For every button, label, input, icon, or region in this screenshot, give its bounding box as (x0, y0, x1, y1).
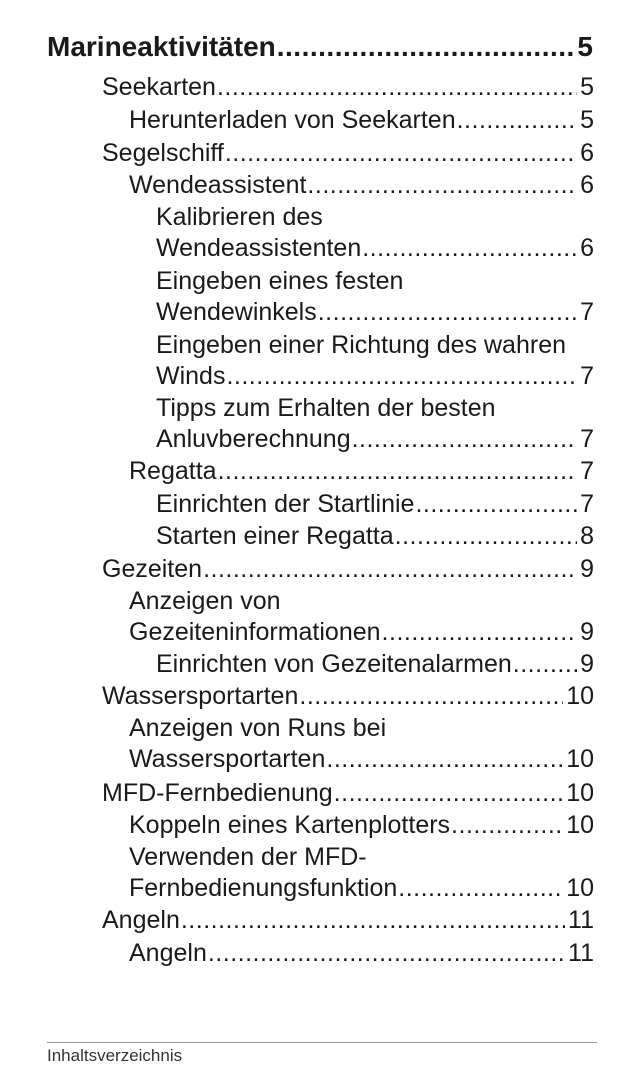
toc-entry-eingeben-eines-festen-wendewinkels[interactable] (156, 266, 594, 328)
toc-entry-page: 11 (568, 906, 594, 934)
toc-entry-title: Angeln (102, 906, 180, 934)
dot-leader (226, 361, 577, 392)
toc-entry-gezeiten[interactable] (102, 554, 594, 585)
footer-divider (47, 1042, 597, 1043)
toc-entry-title: Einrichten der Startlinie (156, 490, 415, 518)
toc-entry-title-line1: Anzeigen von Runs bei (129, 714, 387, 742)
toc-entry-title: Koppeln eines Kartenplotters (129, 811, 451, 839)
toc-entry-angeln[interactable] (102, 905, 594, 936)
toc-entry-tipps-anluvberechnung[interactable] (156, 393, 594, 455)
toc-entry-page: 11 (568, 939, 594, 967)
toc-entry-page: 10 (566, 779, 594, 807)
dot-leader (218, 456, 578, 487)
dot-leader (307, 170, 577, 201)
toc-entry-title-line1: Kalibrieren des (156, 203, 323, 231)
toc-entry-koppeln-eines-kartenplotters[interactable] (129, 810, 594, 841)
toc-entry-page: 6 (580, 234, 594, 262)
toc-entry-page: 10 (566, 745, 594, 773)
toc-entry-page: 5 (577, 31, 593, 62)
toc-entry-eingeben-einer-richtung-des-wahren-winds[interactable] (156, 330, 594, 392)
toc-entry-page: 5 (580, 106, 594, 134)
toc-entry-herunterladen-von-seekarten[interactable] (129, 105, 594, 136)
toc-entry-mfd-fernbedienung[interactable] (102, 778, 594, 809)
toc-entry-verwenden-der-mfd-fernbedienungsfunktion[interactable] (129, 842, 594, 904)
dot-leader (395, 521, 577, 552)
toc-entry-starten-einer-regatta[interactable] (156, 521, 594, 552)
toc-entry-page: 5 (580, 73, 594, 101)
toc-entry-title-line1: Eingeben einer Richtung des wahren (156, 331, 566, 359)
toc-entry-page: 9 (580, 618, 594, 646)
toc-entry-anzeigen-von-gezeiteninformationen[interactable] (129, 586, 594, 648)
dot-leader (181, 905, 565, 936)
toc-entry-title: Herunterladen von Seekarten (129, 106, 456, 134)
dot-leader (513, 649, 577, 680)
toc-entry-title: Anluvberechnung (156, 425, 351, 453)
dot-leader (203, 554, 577, 585)
toc-entry-title: Segelschiff (102, 139, 224, 167)
toc-entry-title-line1: Anzeigen von (129, 587, 281, 615)
dot-leader (318, 297, 577, 328)
toc-entry-title: MFD-Fernbedienung (102, 779, 333, 807)
toc-entry-page: 9 (580, 555, 594, 583)
toc-entry-title: Einrichten von Gezeitenalarmen (156, 650, 512, 678)
toc-entry-title: Angeln (129, 939, 207, 967)
dot-leader (217, 72, 577, 103)
toc-entry-wendeassistent[interactable] (129, 170, 594, 201)
toc-entry-page: 10 (566, 682, 594, 710)
dot-leader (277, 30, 575, 64)
toc-entry-title: Marineaktivitäten (47, 31, 276, 62)
toc-entry-kalibrieren-des-wendeassistenten[interactable] (156, 202, 594, 264)
toc-entry-title: Wendeassistenten (156, 234, 362, 262)
toc-entry-anzeigen-von-runs[interactable] (129, 713, 594, 775)
footer-section-label: Inhaltsverzeichnis (47, 1046, 183, 1065)
toc-entry-page: 7 (580, 457, 594, 485)
toc-entry-einrichten-der-startlinie[interactable] (156, 489, 594, 520)
toc-entry-page: 7 (580, 362, 594, 390)
toc-entry-page: 10 (566, 874, 594, 902)
toc-entry-title: Starten einer Regatta (156, 522, 394, 550)
toc-entry-title: Seekarten (102, 73, 216, 101)
dot-leader (208, 938, 565, 969)
toc-entry-title-line1: Tipps zum Erhalten der besten (156, 394, 496, 422)
toc-entry-title: Wendewinkels (156, 298, 317, 326)
toc-entry-title: Wassersportarten (129, 745, 326, 773)
toc-entry-title: Wassersportarten (102, 682, 299, 710)
toc-entry-page: 6 (580, 139, 594, 167)
toc-entry-page: 7 (580, 298, 594, 326)
dot-leader (382, 617, 578, 648)
toc-entry-page: 9 (580, 650, 594, 678)
dot-leader (326, 744, 563, 775)
dot-leader (451, 810, 563, 841)
toc-entry-title: Gezeiteninformationen (129, 618, 381, 646)
toc-entry-page: 7 (580, 490, 594, 518)
toc-entry-einrichten-von-gezeitenalarmen[interactable] (156, 649, 594, 680)
dot-leader (334, 778, 564, 809)
toc-entry-seekarten[interactable] (102, 72, 594, 103)
toc-entry-wassersportarten[interactable] (102, 681, 594, 712)
toc-entry-title-line1: Eingeben eines festen (156, 267, 404, 295)
toc-chapter-marineaktivitaeten[interactable] (47, 30, 593, 64)
toc-entry-title-line1: Verwenden der MFD- (129, 843, 367, 871)
toc-entry-title: Wendeassistent (129, 171, 307, 199)
toc-entry-page: 7 (580, 425, 594, 453)
dot-leader (362, 233, 577, 264)
toc-entry-angeln-sub[interactable] (129, 938, 594, 969)
toc-entry-page: 6 (580, 171, 594, 199)
toc-entry-title: Regatta (129, 457, 217, 485)
toc-entry-page: 10 (566, 811, 594, 839)
toc-entry-title: Fernbedienungsfunktion (129, 874, 398, 902)
toc-entry-segelschiff[interactable] (102, 138, 594, 169)
dot-leader (299, 681, 563, 712)
dot-leader (415, 489, 577, 520)
dot-leader (398, 873, 563, 904)
dot-leader (457, 105, 577, 136)
dot-leader (352, 424, 578, 455)
toc-entry-title: Winds (156, 362, 226, 390)
dot-leader (225, 138, 577, 169)
toc-entry-title: Gezeiten (102, 555, 203, 583)
toc-entry-regatta[interactable] (129, 456, 594, 487)
toc-entry-page: 8 (580, 522, 594, 550)
